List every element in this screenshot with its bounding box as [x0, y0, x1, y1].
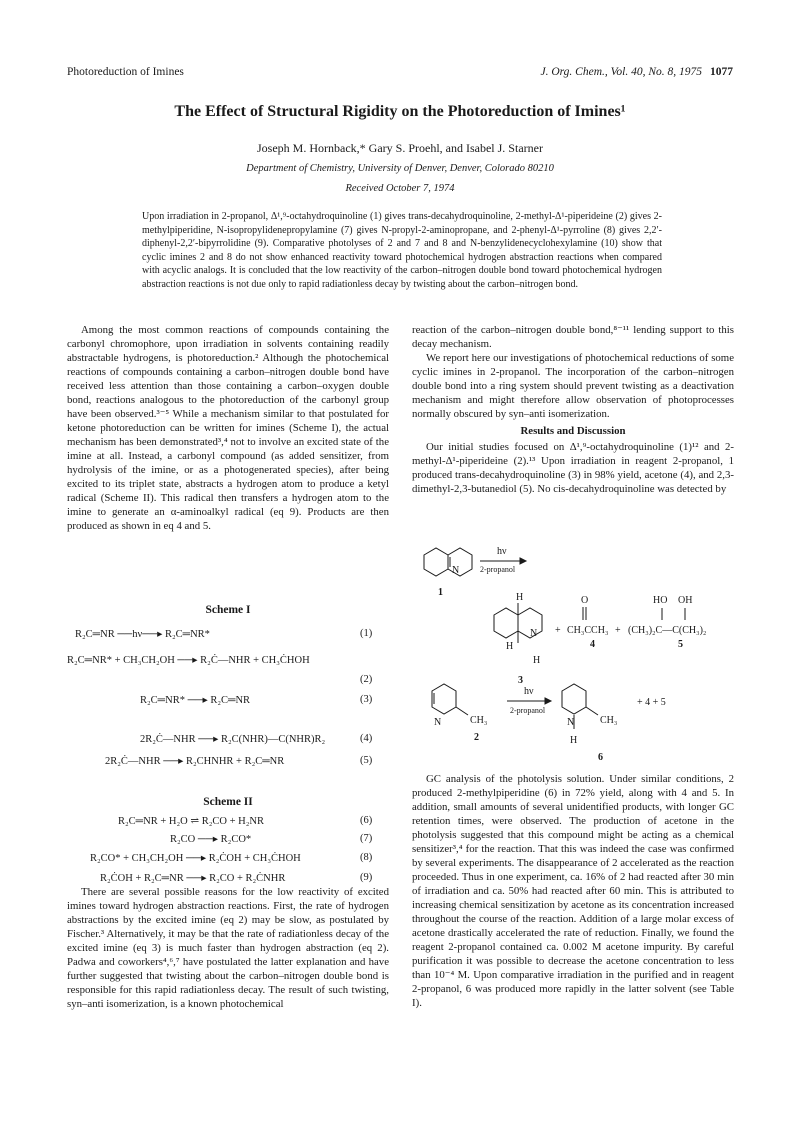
compound-label-1: 1	[438, 587, 443, 598]
compound-label-2: 2	[474, 732, 479, 743]
scheme-1-eq-4-number: (4)	[360, 733, 373, 744]
scheme-2-eq-9-number: (9)	[360, 872, 373, 883]
scheme-1-eq-2: R₂C═NR* + CH₃CH₂OH ──▸ R₂Ċ—NHR + CH₃ĊHOH	[67, 655, 310, 666]
nitrogen-label-2: N	[434, 717, 442, 728]
journal-citation: J. Org. Chem., Vol. 40, No. 8, 1975	[540, 66, 702, 78]
right-column-bottom	[412, 772, 734, 1010]
scheme-1-eq-1-number: (1)	[360, 628, 373, 639]
report-paragraph: We report here our investigations of photochemical reductions of some cyclic imines in 2-propanol. The incorporation of the carbon–nitrogen double bond into a ring system should prevent twisting as a deactivation mechanism and might therefore allow observation of photoprocesses normally obscured by syn–anti isomerization.	[412, 352, 734, 420]
discussion-paragraph: There are several possible reasons for the low reactivity of excited imines toward hydrogen abstraction reactions. First, the rate of hydrogen abstractions by the excited imine (eq 2) may be slow, as postulated by Fischer.³ Alternatively, it may be that the rate of radiationless decay of the excited imine (eq 3) is much faster than hydrogen abstraction (eq 2). Padwa and coworkers⁴,⁶,⁷ have postulated the latter explanation and have further suggested that twisting about the carbon–nitrogen double bond is responsible for this rapid radiationless decay. The result of such twisting, syn–anti isomerization, is a known photochemical	[67, 886, 389, 1010]
scheme-2-eq-6: R₂C═NR + H₂O ⇌ R₂CO + H₂NR	[118, 816, 264, 827]
hydrogen-label-top: H	[516, 592, 524, 603]
gc-analysis-paragraph: GC analysis of the photolysis solution. Under similar conditions, 2 produced 2-methylpiperidine (6) in 72% yield, along with 4 and 5. In addition, small amounts of several unidentified products, with longer GC retention times, were observed. The production of acetone in the photolysis suggested that this compound might be acting as a chemical sensitizer³,⁴ for the reaction. That this was indeed the case was confirmed by several experiments. The disappearance of 2 accelerated as the reaction proceeded. Thus in one experiment, ca. 16% of 2 had reacted after 30 min of irradiation and ca. 50% had reacted after 60 min. This is attributed to increasing chemical sensitization by acetone as its concentration increased throughout the course of the reaction. Addition of a large molar excess of acetone drastically accelerated the rate of reduction. Finally, we found the reagent 2-propanol contained ca. 0.002 M acetone impurity. By careful purification it was possible to decrease the acetone concentration to less than 10⁻⁴ M. Upon comparative irradiation in the purified and in reagent 2-propanol, 6 was produced more rapidly in the latter solvent (see Table I).	[412, 773, 734, 1009]
nitrogen-label-1: N	[452, 565, 460, 576]
nitrogen-label-6: N	[567, 717, 575, 728]
scheme-1-eq-2-number: (2)	[360, 674, 373, 685]
solvent-label-1: 2-propanol	[480, 565, 516, 574]
received-date: Received October 7, 1974	[345, 183, 455, 194]
running-head-left: Photoreduction of Imines	[67, 66, 184, 78]
compound-label-3: 3	[518, 675, 523, 686]
scheme-2-eq-9: R₂ĊOH + R₂C═NR ──▸ R₂CO + R₂ĊNHR	[100, 873, 286, 884]
right-column-top	[412, 323, 734, 496]
article-title: The Effect of Structural Rigidity on the Photoreduction of Imines¹	[174, 103, 626, 120]
compound-1-structure	[424, 548, 472, 576]
scheme-2-eq-8-number: (8)	[360, 852, 373, 863]
continued-paragraph: reaction of the carbon–nitrogen double bond,⁸⁻¹¹ lending support to this decay mechanism.	[412, 324, 734, 350]
scheme-1-eq-4: 2R₂Ċ—NHR ──▸ R₂C(NHR)—C(NHR)R₂	[140, 734, 326, 745]
affiliation: Department of Chemistry, University of Denver, Denver, Colorado 80210	[246, 163, 554, 174]
scheme-1-eq-3-number: (3)	[360, 694, 373, 705]
acetone-oxygen: O	[581, 595, 589, 606]
page-number: 1077	[710, 66, 733, 78]
hv-label-2: hν	[524, 686, 534, 697]
left-column-discussion	[67, 885, 389, 1011]
plus-sign-2: +	[615, 625, 621, 636]
acetone-formula: CH₃CCH₃	[567, 625, 609, 636]
solvent-label-2: 2-propanol	[510, 706, 546, 715]
scheme-1-eq-1: R₂C═NR ──hν──▸ R₂C═NR*	[75, 629, 210, 640]
diol-formula: (CH₃)₂C—C(CH₃)₂	[628, 625, 707, 636]
scheme-2-eq-7: R₂CO ──▸ R₂CO*	[170, 834, 252, 845]
scheme-1-eq-5-number: (5)	[360, 755, 373, 766]
nh-hydrogen-label: H	[533, 655, 541, 666]
scheme-2-eq-6-number: (6)	[360, 815, 373, 826]
plus-4-plus-5: + 4 + 5	[637, 697, 666, 708]
running-head-right	[540, 66, 733, 78]
compound-label-5: 5	[678, 639, 683, 650]
compound-2-structure	[432, 684, 468, 715]
reaction-scheme-figure	[412, 535, 734, 770]
abstract: Upon irradiation in 2-propanol, Δ¹,⁹-octahydroquinoline (1) gives trans-decahydroquinoline, 2-methyl-Δ¹-piperideine (2) gives 2-methylpiperidine, N-isopropylidenepropylamine (7) gives N-propyl-2-aminopropane, and 2-phenyl-Δ¹-pyrroline (8) gives 2,2′-diphenyl-2,2′-bipyrrolidine (9). Comparative photolyses of 2 and 7 and 8 and N-benzylidenecyclohexylamine (10) show that cyclic imines 2 and 8 do not show enhanced reactivity toward photochemical hydrogen abstraction reactions when compared with acyclic analogs. It is concluded that the low reactivity of the carbon–nitrogen double bond toward photochemical hydrogen abstraction reactions is not due only to rapid radiationless decay by twisting about the carbon–nitrogen bond.	[142, 211, 662, 290]
compound-label-6: 6	[598, 752, 603, 763]
scheme-1-eq-5: 2R₂Ċ—NHR ──▸ R₂CHNHR + R₂C═NR	[105, 756, 285, 767]
scheme-1-title: Scheme I	[205, 604, 251, 616]
scheme-1-eq-3: R₂C═NR* ──▸ R₂C═NR	[140, 695, 251, 706]
scheme-2-eq-7-number: (7)	[360, 833, 373, 844]
nitrogen-label-3: N	[530, 628, 538, 639]
hv-label-1: hν	[497, 546, 507, 557]
left-column-intro	[67, 323, 389, 533]
diol-ho: HO	[653, 595, 668, 606]
diol-oh: OH	[678, 595, 693, 606]
author-list: Joseph M. Hornback,* Gary S. Proehl, and Isabel J. Starner	[257, 141, 543, 155]
plus-sign-1: +	[555, 625, 561, 636]
methyl-label-2: CH₃	[470, 715, 488, 726]
results-heading: Results and Discussion	[520, 425, 626, 437]
compound-label-4: 4	[590, 639, 595, 650]
running-head	[67, 66, 733, 82]
scheme-2-eq-8: R₂CO* + CH₃CH₂OH ──▸ R₂ĊOH + CH₃ĊHOH	[90, 853, 301, 864]
scheme-2-title: Scheme II	[203, 796, 253, 808]
hydrogen-label-bottom: H	[506, 641, 514, 652]
initial-studies-paragraph: Our initial studies focused on Δ¹,⁹-octahydroquinoline (1)¹² and 2-methyl-Δ¹-piperideine (2).¹³ Upon irradiation in reagent 2-propanol, 1 produced trans-decahydroquinoline (3) in 98% yield, acetone (4), and 2,3-dimethyl-2,3-butanediol (5). No cis-decahydroquinoline was detected by	[412, 441, 734, 495]
methyl-label-6: CH₃	[600, 715, 618, 726]
nh-hydrogen-label-6: H	[570, 735, 578, 746]
intro-paragraph: Among the most common reactions of compounds containing the carbonyl chromophore, upon irradiation in solvents containing readily abstractable hydrogens, is photoreduction.² Although the photochemical reactions of compounds containing a carbon–nitrogen double bond have received less attention than those containing a carbon–oxygen double bond, reactions analogous to the photoreduction of the carbonyl group have been observed.³⁻⁵ While a mechanism similar to that postulated for ketone photoreduction can be written for imines (Scheme I), the actual mechanism has been demonstrated³,⁴ not to involve an excited state of the imine at all. Instead, a carbonyl compound (as added sensitizer, from hydrolysis of the imine, or as a photogenerated species), after being excited to its triplet state, abstracts a hydrogen atom to produce a ketyl radical (Scheme II). This radical then transfers a hydrogen atom to the imine to generate an α-aminoalkyl radical (eq 9). Products are then produced as shown in eq 4 and 5.	[67, 324, 389, 532]
